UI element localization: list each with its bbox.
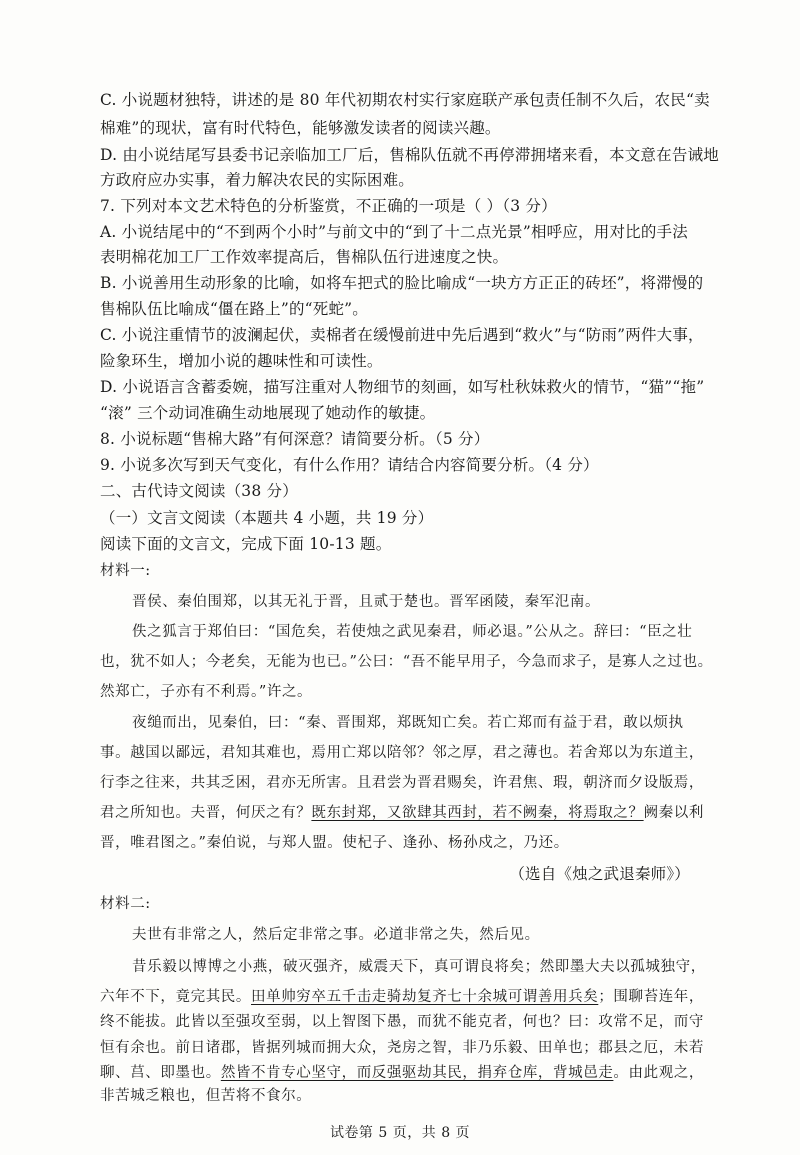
material2-p2-line4: 恒有余也。前日诸郡，皆据列城而拥大众，尧房之智，非乃乐毅、田单也；郡县之厄，未若 [100, 1040, 704, 1056]
material2-p2-line5-start: 聊、莒、即墨也。 [100, 1065, 221, 1081]
q6-option-c-line1: C. 小说题材独特，讲述的是 80 年代初期农村实行家庭联产承包责任制不久后，农民“卖 [100, 91, 710, 109]
q7-option-c-line2: 险象环生，增加小说的趣味性和可读性。 [100, 352, 383, 370]
material2-p2-line5 [100, 1063, 704, 1083]
q6-option-c-line2: 棉难”的现状，富有时代特色，能够激发读者的阅读兴趣。 [100, 119, 501, 137]
section2-title: 二、古代诗文阅读（38 分） [100, 482, 298, 500]
material2-p2-line2-start: 六年不下，竟完其民。 [100, 989, 251, 1005]
q8: 8. 小说标题“售棉大路”有何深意？请简要分析。（5 分） [100, 430, 490, 448]
q6-option-d-line2: 方政府应办实事，着力解决农民的实际困难。 [100, 171, 415, 189]
material2-p2-line6: 非苦城乏粮也，但苦将不食尔。 [100, 1088, 312, 1104]
material2-underlined-phrase-1: 然皆不肯专心坚守，而反强驱劫其民， [220, 1065, 478, 1081]
material1-p3-line4 [100, 803, 704, 823]
material1-p2-line3: 然郑亡，子亦有不利焉。”许之。 [100, 684, 313, 700]
q7-option-d-line1: D. 小说语言含蓄委婉，描写注重对人物细节的刻画，如写杜秋妹救火的情节，“猫”“拖” [100, 378, 705, 396]
q7-stem: 7. 下列对本文艺术特色的分析鉴赏，不正确的一项是（ ）（3 分） [100, 197, 557, 215]
material1-p3-line5: 晋，唯君图之。”秦伯说，与郑人盟。使杞子、逢孙、杨孙戍之，乃还。 [100, 835, 569, 851]
material2-p2-line1: 昔乐毅以博博之小燕，破灭强齐，威震天下，真可谓良将矣；然即墨大夫以孤城独守， [132, 959, 706, 975]
q7-option-b-line2: 售棉队伍比喻成“僵在路上”的“死蛇”。 [100, 300, 368, 318]
material1-label: 材料一: [100, 563, 151, 579]
material1-p3-line1: 夜缒而出，见秦伯，曰：“秦、晋围郑，郑既知亡矣。若亡郑而有益于君，敢以烦执 [132, 715, 684, 731]
q7-option-d-line2: “滚” 三个动词准确生动地展现了她动作的敏捷。 [100, 404, 436, 422]
q7-option-a-line1: A. 小说结尾中的“不到两个小时”与前文中的“到了十二点光景”相呼应，用对比的手法 [100, 223, 688, 241]
material2-label: 材料二: [100, 896, 151, 912]
material1-source: （选自《烛之武退秦师》） [509, 865, 690, 883]
material2-p1: 夫世有非常之人，然后定非常之事。必道非常之失，然后见。 [132, 927, 540, 943]
q7-option-c-line1: C. 小说注重情节的波澜起伏，卖棉者在缓慢前进中先后遇到“救火”与“防雨”两件大事， [100, 326, 704, 344]
section2-instruction: 阅读下面的文言文，完成下面 10-13 题。 [100, 535, 392, 553]
section2-sub1: （一）文言文阅读（本题共 4 小题，共 19 分） [100, 509, 434, 527]
material1-p1: 晋侯、秦伯围郑，以其无礼于晋，且贰于楚也。晋军函陵，秦军氾南。 [132, 594, 601, 610]
material1-p2-line1: 佚之狐言于郑伯曰：“国危矣，若使烛之武见秦君，师必退。”公从之。辞曰：“臣之壮 [132, 624, 693, 640]
material1-underlined-sentence: 既东封郑，又欲肆其西封，若不阙秦，将焉取之？ [311, 805, 644, 821]
q7-option-a-line2: 表明棉花加工厂工作效率提高后，售棉队伍行进速度之快。 [100, 248, 509, 266]
material2-p2-line2-end: ；围聊苔连年， [598, 989, 705, 1005]
material1-p3-line2: 事。越国以鄙远，君知其难也，焉用亡郑以陪邻？邻之厚，君之薄也。若舍郑以为东道主， [100, 745, 704, 761]
page-footer: 试卷第 5 页，共 8 页 [329, 1125, 471, 1141]
material2-p2-line2 [100, 987, 704, 1007]
q7-option-b-line1: B. 小说善用生动形象的比喻，如将车把式的脸比喻成“一块方方正正的砖坯”，将滞慢的 [100, 274, 704, 292]
material1-p3-line3: 行李之往来，共其乏困，君亦无所害。且君尝为晋君赐矣，许君焦、瑕，朝济而夕设版焉， [100, 775, 704, 791]
material2-underlined-sentence: 田单帅穷卒五千击走骑劫复齐七十余城可谓善用兵矣 [251, 989, 599, 1005]
material1-p3-line4-start: 君之所知也。夫晋，何厌之有？ [100, 805, 312, 821]
q9: 9. 小说多次写到天气变化，有什么作用？请结合内容简要分析。（4 分） [100, 456, 599, 474]
material1-p3-line4-end: 阙秦以利 [643, 805, 705, 821]
material1-p2-line2: 也，犹不如人；今老矣，无能为也已。”公曰：“吾不能早用子，今急而求子，是寡人之过也。 [100, 654, 713, 670]
material2-underlined-phrase-2: 捐弃仓库，背城邑走 [477, 1065, 614, 1081]
material2-p2-line5-end: 。由此观之， [613, 1065, 705, 1081]
material2-p2-line3: 终不能拔。此皆以至强攻至弱，以上智图下愚，而犹不能克者，何也？曰：攻常不足，而守 [100, 1014, 704, 1030]
q6-option-d-line1: D. 由小说结尾写县委书记亲临加工厂后，售棉队伍就不再停滞拥堵来看，本文意在告诫地 [100, 146, 719, 164]
